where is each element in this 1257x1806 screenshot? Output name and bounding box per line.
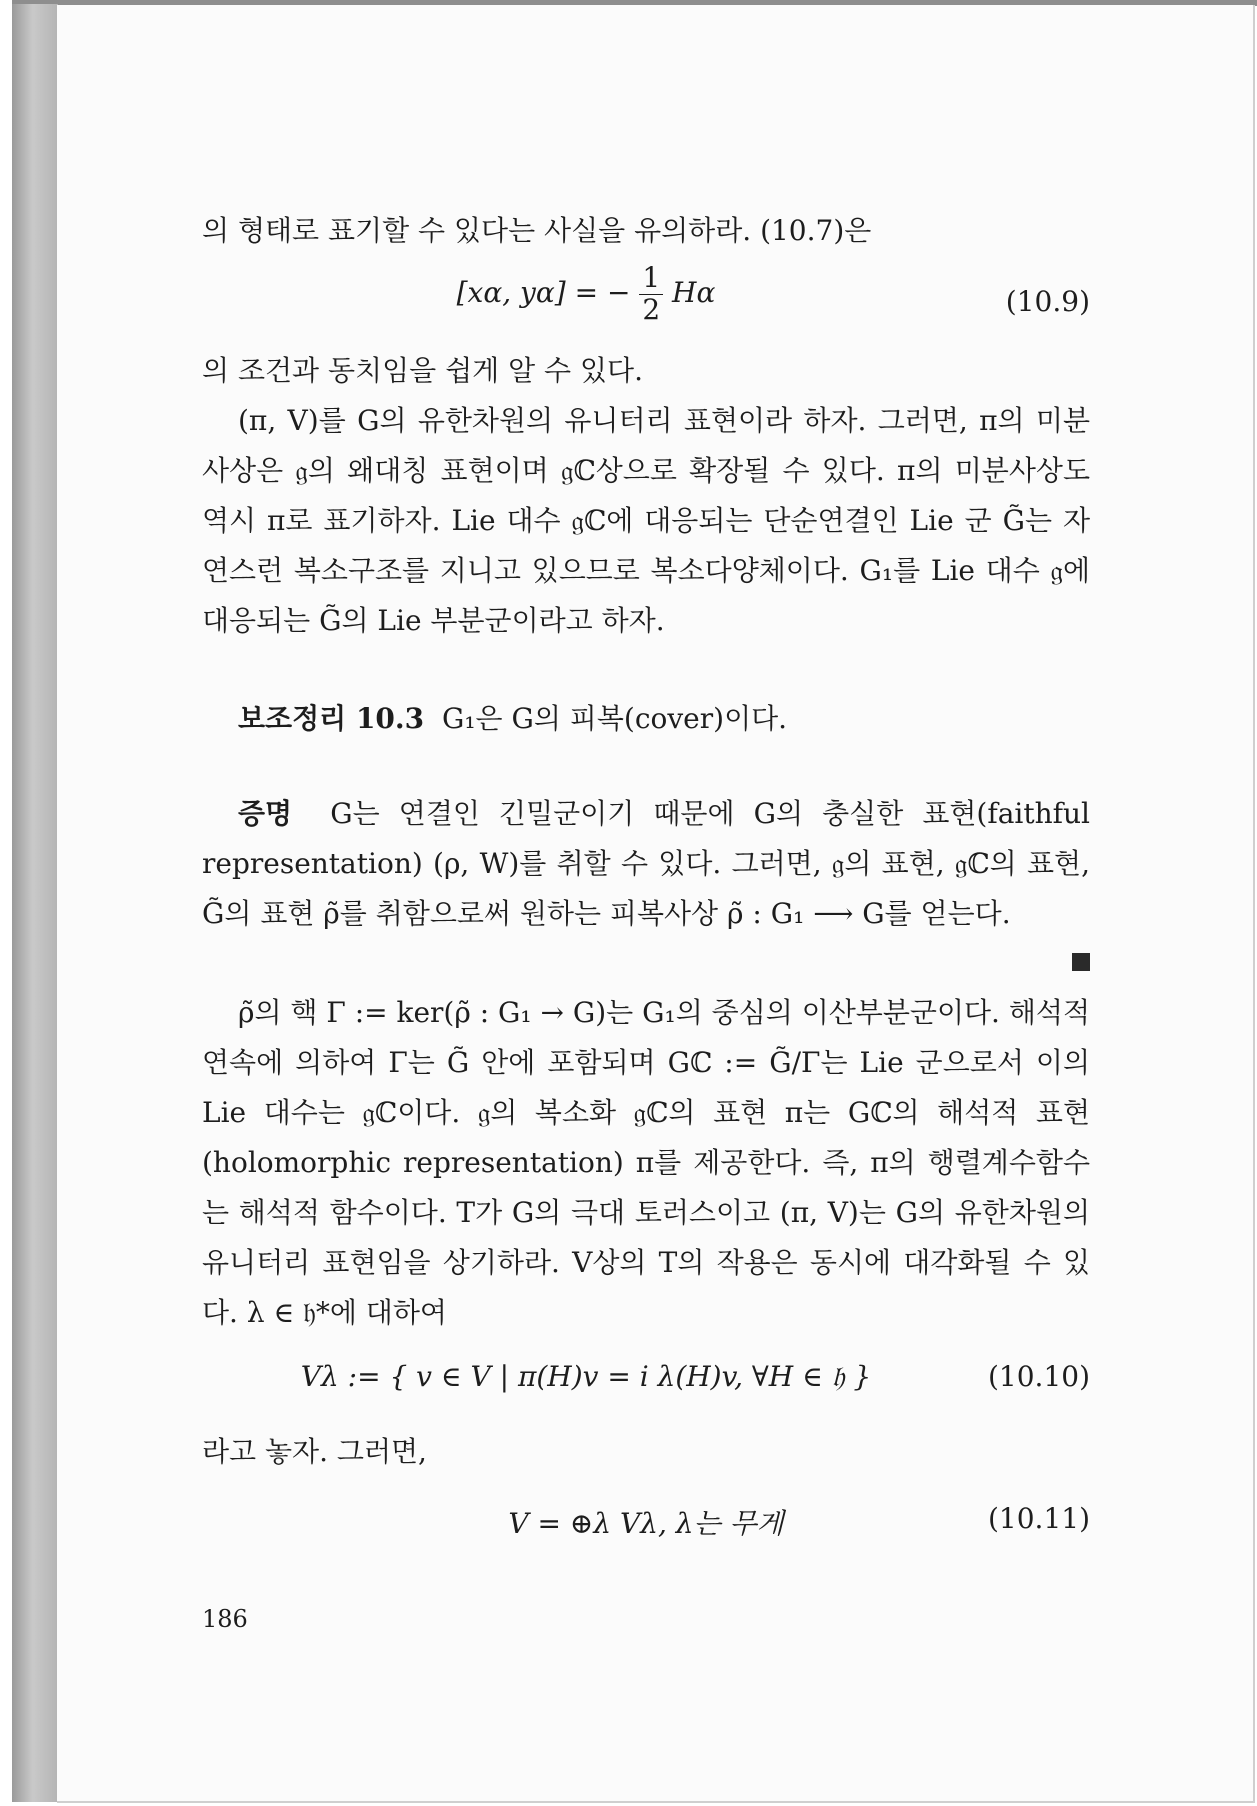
proof: [202, 789, 1090, 939]
equation-10-9-body: [202, 263, 970, 326]
proof-body: G는 연결인 긴밀군이기 때문에 G의 충실한 표현(faithful representation) (ρ, W)를 취할 수 있다. 그러면, 𝔤의 표현, 𝔤ℂ의 표현, G̃의 표현 ρ̃를 취함으로써 원하는 피복사상 ρ̃ : G₁ ⟶ G를 얻는다.: [202, 797, 1090, 930]
page-number: 186: [202, 1605, 248, 1633]
lemma-block: [202, 694, 1090, 744]
paragraph-4: ρ̃의 핵 Γ := ker(ρ̃ : G₁ → G)는 G₁의 중심의 이산부분군이다. 해석적 연속에 의하여 Γ는 G̃ 안에 포함되며 Gℂ := G̃/Γ는 Lie 군으로서 이의 Lie 대수는 𝔤ℂ이다. 𝔤의 복소화 𝔤ℂ의 표현 π는 Gℂ의 해석적 표현(holomorphic representation) π를 제공한다. 즉, π의 행렬계수함수는 해석적 함수이다. T가 G의 극대 토러스이고 (π, V)는 G의 유한차원의 유니터리 표현임을 상기하라. V상의 T의 작용은 동시에 대각화될 수 있다. λ ∈ 𝔥*에 대하여: [202, 996, 1090, 1329]
paragraph-3: (π, V)를 G의 유한차원의 유니터리 표현이라 하자. 그러면, π의 미분사상은 𝔤의 왜대칭 표현이며 𝔤ℂ상으로 확장될 수 있다. π의 미분사상도 역시 π로 표기하자. Lie 대수 𝔤ℂ에 대응되는 단순연결인 Lie 군 G̃는 자연스런 복소구조를 지니고 있으므로 복소다양체이다. G₁를 Lie 대수 𝔤에 대응되는 G̃의 Lie 부분군이라고 하자.: [202, 404, 1090, 637]
fraction: [639, 263, 663, 326]
equation-number: (10.9): [1005, 285, 1090, 318]
equation-10-10-body: Vλ := { v ∈ V | π(H)v = i λ(H)v, ∀H ∈ 𝔥 }: [300, 1360, 872, 1393]
equation-10-9: [202, 255, 1090, 326]
paragraph-4-block: [202, 988, 1090, 1338]
lemma-body: G₁은 G의 피복(cover)이다.: [441, 702, 788, 735]
lemma: [202, 694, 1090, 744]
equation-number: (10.10): [987, 1360, 1090, 1393]
equation-10-9-lhs: [xα, yα] = −: [456, 275, 631, 309]
qed-square: [1072, 953, 1090, 971]
fraction-denominator: 2: [642, 292, 661, 326]
paragraph-2: 의 조건과 동치임을 쉽게 알 수 있다.: [202, 354, 643, 387]
proof-title: 증명: [238, 797, 293, 830]
equation-10-10: [202, 1360, 1090, 1420]
paragraph-5-block: [202, 1427, 1090, 1477]
paragraph-1-block: [202, 206, 1090, 256]
equation-number: (10.11): [987, 1502, 1090, 1535]
equation-10-11-body: V = ⊕λ Vλ, λ는 무게: [508, 1507, 784, 1540]
equation-10-11: [202, 1502, 1090, 1562]
paragraph-5: 라고 놓자. 그러면,: [202, 1435, 427, 1468]
fraction-numerator: 1: [639, 263, 663, 295]
proof-block: [202, 789, 1090, 939]
lemma-title: 보조정리 10.3: [238, 702, 425, 735]
paragraph-2-block: [202, 346, 1090, 646]
book-spine: [12, 4, 58, 1802]
equation-10-9-rhs: Hα: [672, 275, 716, 309]
paragraph-1: 의 형태로 표기할 수 있다는 사실을 유의하라. (10.7)은: [202, 214, 872, 247]
